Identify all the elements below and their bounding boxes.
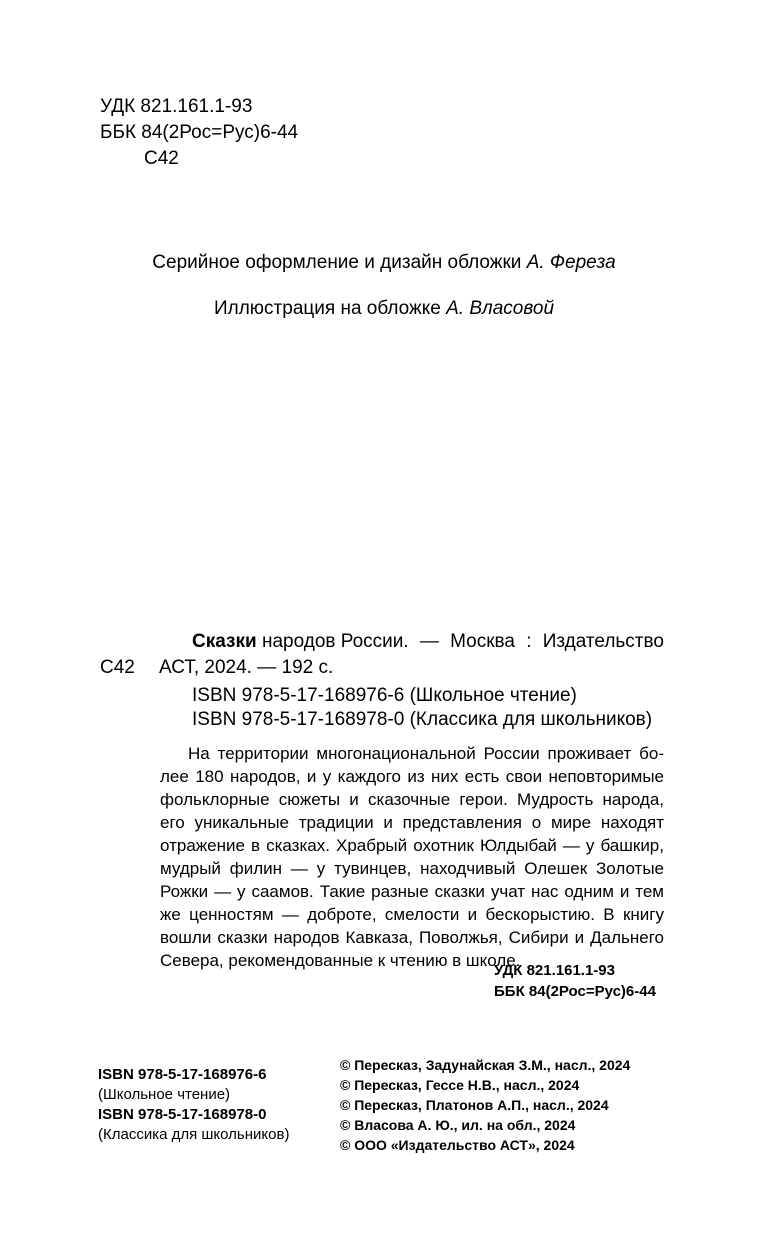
bibliographic-record	[159, 629, 664, 681]
footer-isbn-block	[98, 1065, 289, 1145]
bibliographic-city: Москва	[450, 631, 515, 652]
illustration-credit-text: Иллюстрация на обложке	[213, 298, 441, 319]
bibliographic-publisher: Издательство	[542, 631, 664, 652]
copyright-line: © Пересказ, Гессе Н.В., насл., 2024	[340, 1077, 580, 1093]
annotation-line: отражение в сказках. Храбрый охотник Юлдыбай — у башкир,	[160, 836, 664, 855]
bibliographic-colon: :	[526, 631, 532, 652]
book-title: Сказки	[192, 631, 257, 652]
isbn-block	[192, 684, 652, 732]
footer-isbn-2: ISBN 978-5-17-168978-0	[98, 1106, 267, 1123]
annotation-line: фольклорные сюжеты и сказочные герои. Мудрость народа,	[160, 790, 664, 809]
illustration-credit	[0, 298, 768, 320]
footer-isbn-1: ISBN 978-5-17-168976-6	[98, 1066, 267, 1083]
annotation-bbk: ББК 84(2Рос=Рус)6-44	[494, 983, 656, 1000]
annotation-line: вошли сказки народов Кавказа, Поволжья, Сибири и Дальнего	[160, 928, 664, 947]
footer-series-1: (Школьное чтение)	[98, 1086, 231, 1103]
annotation-line: лее 180 народов, и у каждого из них есть свои неповторимые	[160, 767, 664, 786]
book-title-rest: народов России.	[261, 631, 409, 652]
copyright-block	[340, 1055, 630, 1155]
annotation-line: его уникальные традиции и представления о мире находят	[160, 813, 664, 832]
bibliographic-title	[192, 629, 409, 655]
bbk-code: ББК 84(2Рос=Рус)6-44	[100, 122, 299, 143]
annotation-line: Севера, рекомендованные к чтению в школе.	[160, 951, 521, 970]
annotation-classification-codes	[494, 960, 656, 1002]
copyright-line: © Пересказ, Задунайская З.М., насл., 2024	[340, 1057, 631, 1073]
top-classification-codes	[100, 94, 298, 172]
copyright-line: © ООО «Издательство АСТ», 2024	[340, 1137, 575, 1153]
isbn-school-reading: ISBN 978-5-17-168976-6 (Школьное чтение)	[192, 685, 577, 706]
bibliographic-line-2: АСТ, 2024. — 192 с.	[159, 657, 334, 678]
bibliographic-dash: —	[419, 631, 439, 652]
bibliographic-author-mark: С42	[100, 657, 135, 678]
design-credit	[0, 252, 768, 274]
copyright-line: © Пересказ, Платонов А.П., насл., 2024	[340, 1097, 609, 1113]
annotation-line: мудрый филин — у тувинцев, находчивый Олешек Золотые	[160, 859, 664, 878]
bibliographic-line-1	[192, 629, 664, 655]
annotation-line: же ценностям — доброте, смелости и бескорыстию. В книгу	[160, 905, 664, 924]
design-credit-person: А. Фереза	[526, 252, 616, 273]
illustration-credit-person: А. Власовой	[446, 298, 555, 319]
footer-series-2: (Классика для школьников)	[98, 1126, 290, 1143]
annotation-line: Рожки — у саамов. Такие разные сказки учат нас одним и тем	[160, 882, 664, 901]
annotation-udk: УДК 821.161.1-93	[494, 962, 615, 979]
design-credit-text: Серийное оформление и дизайн обложки	[152, 252, 522, 273]
copyright-line: © Власова А. Ю., ил. на обл., 2024	[340, 1117, 576, 1133]
annotation	[160, 742, 664, 972]
annotation-line: На территории многонациональной России проживает бо-	[188, 744, 664, 763]
author-mark: С42	[144, 148, 179, 169]
udk-code: УДК 821.161.1-93	[100, 96, 253, 117]
isbn-classics: ISBN 978-5-17-168978-0 (Классика для школьников)	[192, 709, 653, 730]
